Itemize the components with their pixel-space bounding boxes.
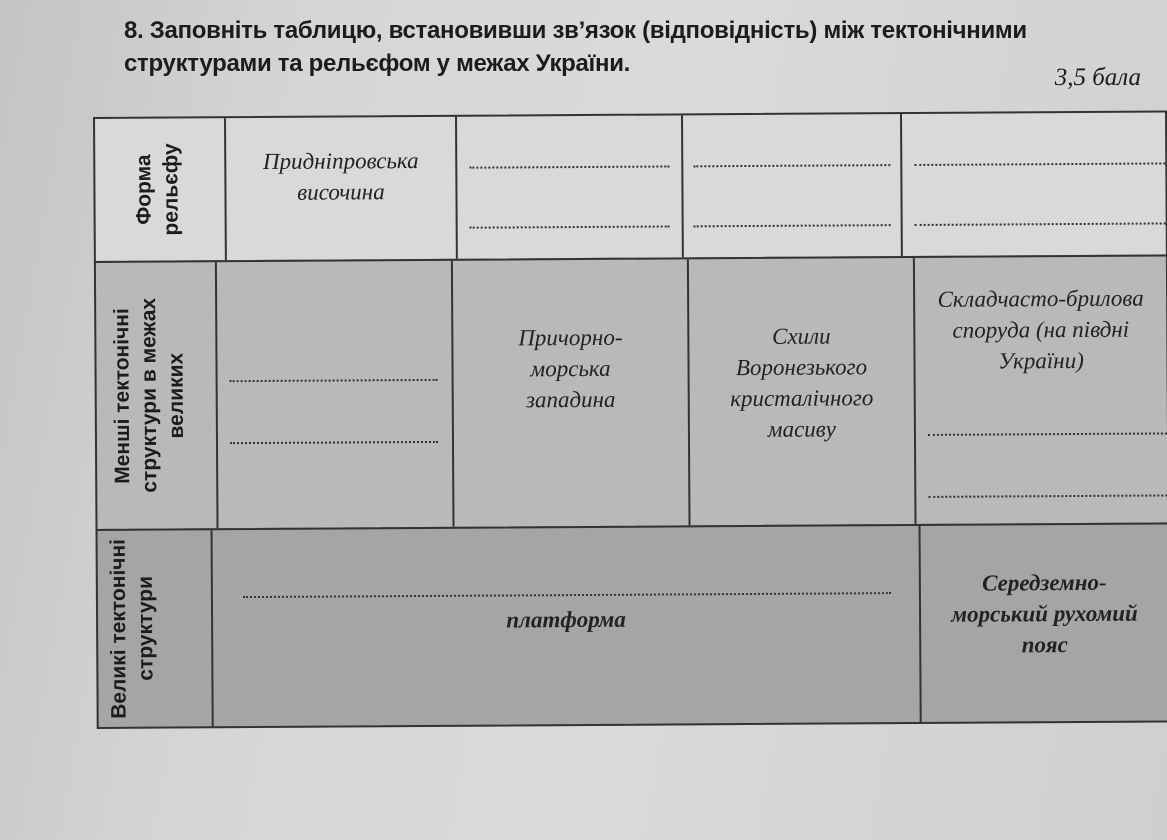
question-line-1: 8. Заповніть таблицю, встановивши зв’язок (відповідність) між тектонічними [124, 17, 1027, 44]
relief-cell-1-text: Придніпровська височина [262, 148, 419, 205]
row-header-relief [95, 118, 227, 261]
relief-cell-4[interactable] [902, 112, 1166, 256]
row-header-large-text: Великі тектонічні структури [106, 538, 157, 719]
smaller-cell-3-text: Схили Воронезького кристалічного масиву [730, 323, 874, 442]
answer-line[interactable] [928, 494, 1167, 497]
row-large-structures [96, 522, 1167, 729]
smaller-cell-3 [689, 258, 917, 525]
smaller-cell-4 [915, 256, 1167, 524]
answer-line[interactable] [469, 165, 669, 168]
row-header-relief-text: Форма рельєфу [131, 143, 183, 236]
answer-line[interactable] [243, 592, 891, 598]
large-cell-1[interactable] [213, 526, 922, 726]
answer-line[interactable] [230, 379, 438, 382]
relief-cell-1 [226, 117, 458, 260]
answer-line[interactable] [694, 224, 891, 227]
question-text [124, 14, 1159, 91]
row-relief-forms [93, 110, 1167, 263]
row-header-smaller-text: Менші тектонічні структури в межах великих [109, 298, 188, 494]
answer-line[interactable] [230, 441, 438, 444]
answer-line[interactable] [928, 432, 1167, 435]
smaller-cell-1[interactable] [217, 261, 455, 528]
smaller-cell-2 [453, 259, 691, 526]
relief-cell-2[interactable] [457, 115, 684, 258]
row-header-large [98, 530, 214, 727]
smaller-cell-2-text: Причорно-морська западина [518, 324, 623, 413]
row-smaller-structures [94, 254, 1167, 531]
large-cell-2-text: Середземно-морський рухомий пояс [951, 569, 1138, 658]
relief-cell-3[interactable] [683, 114, 903, 257]
tectonics-table [93, 110, 1167, 729]
answer-line[interactable] [914, 162, 1165, 166]
row-header-smaller [96, 262, 219, 529]
large-cell-1-text: платформа [506, 606, 626, 633]
points-label: 3,5 бала [1054, 64, 1141, 91]
answer-line[interactable] [915, 222, 1166, 226]
answer-line[interactable] [470, 225, 670, 228]
smaller-cell-4-text: Складчасто-брилова споруда (на півдні України) [937, 285, 1144, 374]
question-line-2: структурами та рельєфом у межах України. [124, 50, 631, 77]
large-cell-2 [921, 524, 1167, 722]
answer-line[interactable] [693, 164, 890, 167]
